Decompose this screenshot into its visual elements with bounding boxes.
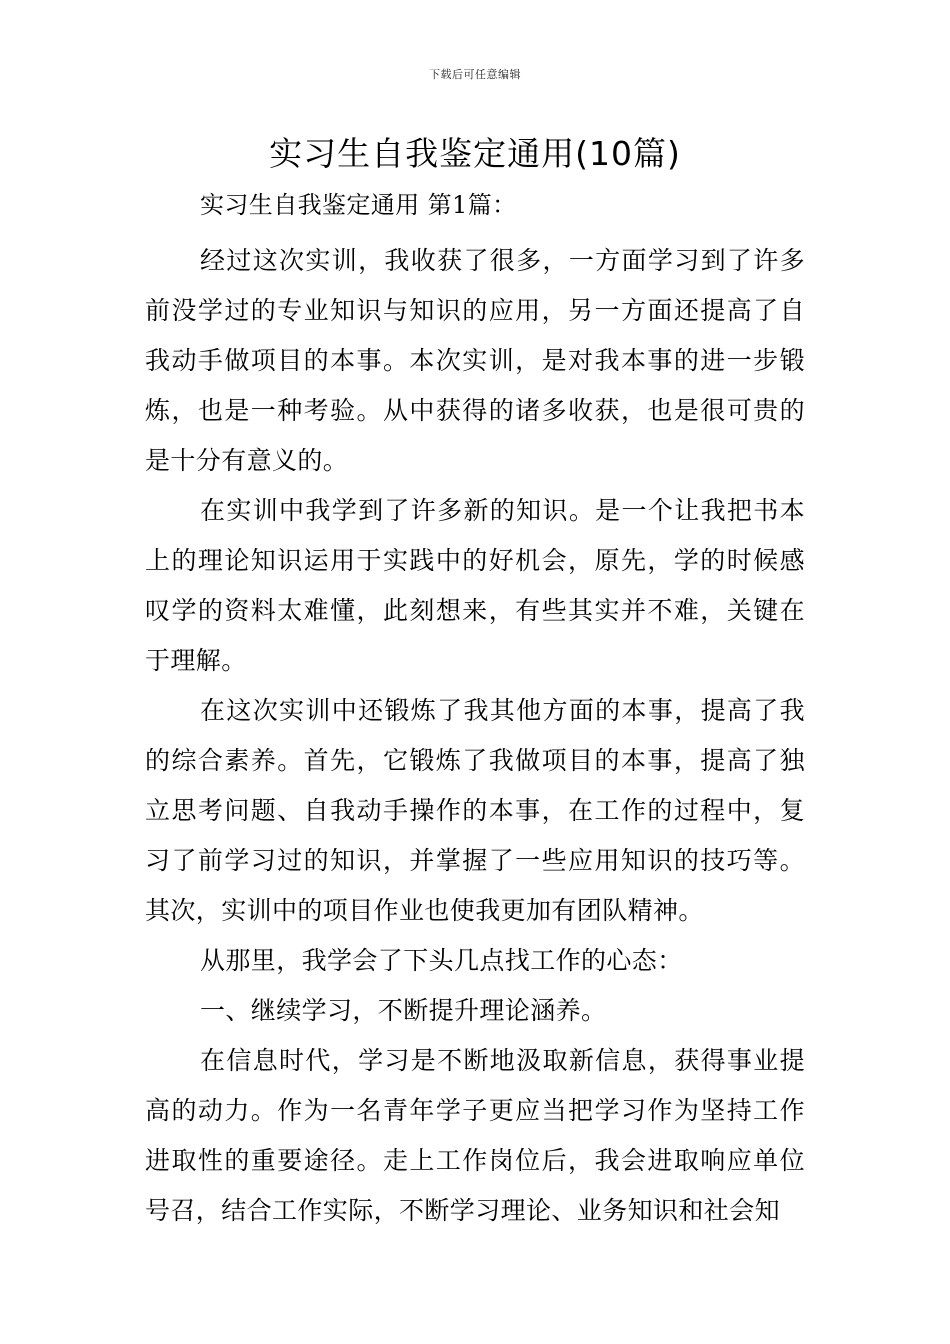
paragraph-2: 在实训中我学到了许多新的知识。是一个让我把书本上的理论知识运用于实践中的好机会，原先，学的时候感叹学的资料太难懂，此刻想来，有些其实并不难，关键在于理解。 [145, 496, 805, 675]
paragraph-6: 在信息时代，学习是不断地汲取新信息，获得事业提高的动力。作为一名青年学子更应当把学习作为坚持工作进取性的重要途径。走上工作岗位后，我会进取响应单位号召，结合工作实际，不断学习理论、业务知识和社会知 [145, 1046, 805, 1225]
paragraph-1: 经过这次实训，我收获了很多，一方面学习到了许多前没学过的专业知识与知识的应用，另一方面还提高了自我动手做项目的本事。本次实训，是对我本事的进一步锻炼，也是一种考验。从中获得的诸多收获，也是很可贵的是十分有意义的。 [145, 246, 805, 475]
paragraph-4: 从那里，我学会了下头几点找工作的心态： [200, 946, 683, 975]
document-title: 实习生自我鉴定通用(10篇) [269, 134, 681, 173]
paragraph-3: 在这次实训中还锻炼了我其他方面的本事，提高了我的综合素养。首先，它锻炼了我做项目的本事，提高了独立思考问题、自我动手操作的本事，在工作的过程中，复习了前学习过的知识，并掌握了一些应用知识的技巧等。其次，实训中的项目作业也使我更加有团队精神。 [145, 696, 805, 925]
header-note: 下载后可任意编辑 [429, 68, 521, 81]
document-body [145, 180, 805, 1236]
section-heading: 实习生自我鉴定通用 第1篇： [200, 191, 517, 219]
paragraph-5: 一、继续学习，不断提升理论涵养。 [200, 996, 607, 1025]
